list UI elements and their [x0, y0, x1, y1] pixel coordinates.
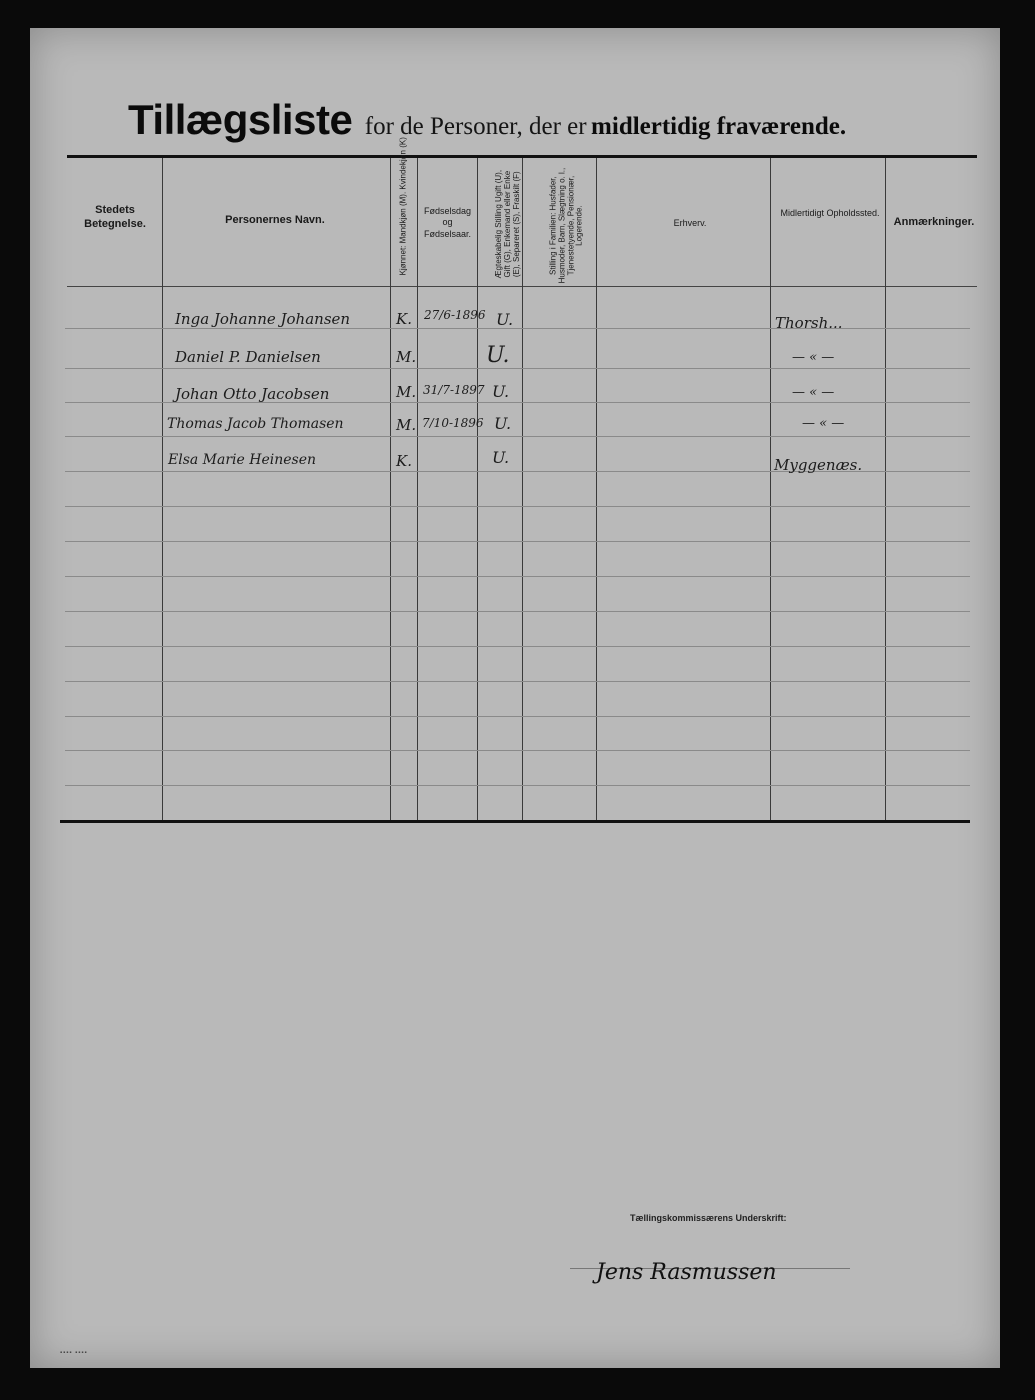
signature: Jens Rasmussen — [596, 1260, 777, 1285]
person-place: — « — — [792, 350, 835, 365]
person-birth: 31/7-1897 — [423, 383, 485, 397]
person-place: — « — — [792, 385, 835, 400]
person-marital: U. — [494, 414, 512, 433]
census-form-page — [30, 28, 1000, 1368]
person-name: Elsa Marie Heinesen — [168, 452, 317, 468]
header-navn: Personernes Navn. — [225, 214, 325, 226]
row-line — [65, 541, 970, 542]
person-marital: U. — [486, 343, 510, 368]
form-title — [128, 96, 988, 144]
header-fodsel: Fødselsdag og Fødselsaar. — [423, 206, 472, 239]
row-line — [65, 611, 970, 612]
row-line — [65, 785, 970, 786]
person-sex: M. — [396, 416, 417, 434]
title-main: Tillægsliste — [128, 96, 353, 143]
header-anmaerkninger: Anmærkninger. — [893, 216, 975, 228]
title-prefix: for de Personer, der er — [364, 113, 587, 140]
table-bottom-rule — [60, 820, 970, 823]
header-opholdssted: Midlertidigt Opholdssted. — [780, 208, 880, 218]
title-emphasis: midlertidig fraværende. — [591, 113, 847, 140]
printer-mark: ▪▪▪▪ ▪▪▪▪ — [60, 1350, 88, 1356]
row-line — [65, 576, 970, 577]
header-aegte: Ægteskabelig Stilling Ugift (U), Gift (G), Enkemand eller Enke (E), Separeret (S), Fraskilt (F) — [493, 169, 521, 279]
row-line — [65, 506, 970, 507]
person-name: Thomas Jacob Thomasen — [167, 416, 344, 432]
header-familie: Stilling i Familien: Husfader, Husmoder, Barn, Slægtning o. l., Tjenestetyende, Pensionær, Logerende. — [548, 167, 584, 284]
person-birth: 7/10-1896 — [422, 416, 484, 430]
person-place: — « — — [802, 416, 845, 431]
row-line — [65, 436, 970, 437]
header-stedets: Stedets Betegnelse. — [84, 204, 146, 230]
person-birth: 27/6-1896 — [424, 308, 486, 322]
person-name: Inga Johanne Johansen — [175, 310, 351, 328]
person-sex: K. — [396, 452, 412, 470]
column-divider — [390, 158, 391, 820]
signature-label: Tællingskommissærens Underskrift: — [630, 1213, 787, 1223]
column-divider — [477, 158, 478, 820]
row-line — [65, 716, 970, 717]
row-line — [65, 750, 970, 751]
person-marital: U. — [492, 448, 510, 467]
header-erhverv: Erhverv. — [673, 218, 707, 228]
person-marital: U. — [492, 382, 510, 401]
person-sex: M. — [396, 383, 417, 401]
person-place: Myggenæs. — [774, 456, 863, 474]
person-marital: U. — [496, 310, 514, 329]
row-line — [65, 368, 970, 369]
column-divider — [596, 158, 597, 820]
column-divider — [162, 158, 163, 820]
person-name: Daniel P. Danielsen — [175, 348, 321, 366]
person-place: Thorsh... — [775, 314, 843, 332]
person-sex: K. — [396, 310, 412, 328]
row-line — [65, 646, 970, 647]
person-sex: M. — [396, 348, 417, 366]
column-divider — [770, 158, 771, 820]
row-line — [65, 681, 970, 682]
column-divider — [417, 158, 418, 820]
column-divider — [885, 158, 886, 820]
header-kjon: Kjønnet: Mandkjøn (M). Kvindekjøn (K) — [398, 137, 408, 276]
column-divider — [522, 158, 523, 820]
person-name: Johan Otto Jacobsen — [175, 385, 330, 403]
